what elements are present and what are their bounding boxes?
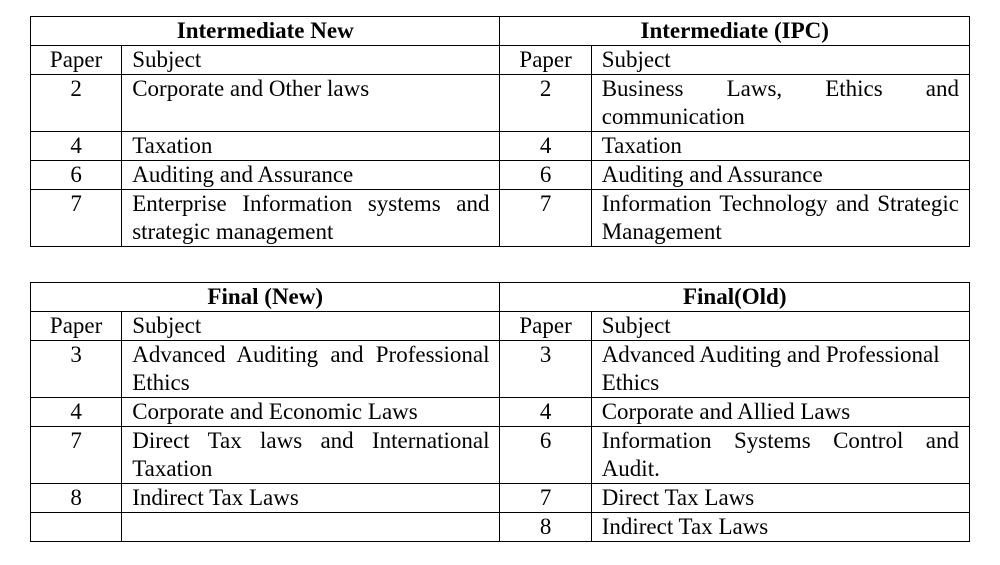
paper-number: 8 bbox=[31, 484, 122, 513]
paper-column-header: Paper bbox=[500, 46, 591, 75]
paper-number: 3 bbox=[500, 341, 591, 398]
subject-name: Corporate and Other laws bbox=[122, 75, 500, 132]
left-table-title: Intermediate New bbox=[31, 17, 500, 46]
subject-name: Taxation bbox=[122, 132, 500, 161]
paper-number: 8 bbox=[500, 513, 591, 542]
subject-column-header: Subject bbox=[591, 312, 969, 341]
subject-name: Auditing and Assurance bbox=[122, 161, 500, 190]
paper-number: 4 bbox=[500, 398, 591, 427]
table-row bbox=[31, 132, 970, 161]
subject-name: Corporate and Allied Laws bbox=[591, 398, 969, 427]
paper-number: 7 bbox=[500, 190, 591, 247]
subject-name: Direct Tax Laws bbox=[591, 484, 969, 513]
paper-number: 7 bbox=[500, 484, 591, 513]
paper-number: 7 bbox=[31, 190, 122, 247]
subject-name: Corporate and Economic Laws bbox=[122, 398, 500, 427]
paper-number: 6 bbox=[31, 161, 122, 190]
paper-column-header: Paper bbox=[31, 312, 122, 341]
subject-name: Auditing and Assurance bbox=[591, 161, 969, 190]
right-table-title: Intermediate (IPC) bbox=[500, 17, 970, 46]
paper-number: 3 bbox=[31, 341, 122, 398]
paper-number: 7 bbox=[31, 427, 122, 484]
subject-name: Indirect Tax Laws bbox=[591, 513, 969, 542]
subject-name: Taxation bbox=[591, 132, 969, 161]
paper-number: 2 bbox=[500, 75, 591, 132]
subject-name: Information Technology and Strategic Management bbox=[591, 190, 969, 247]
paper-number: 6 bbox=[500, 427, 591, 484]
table-row bbox=[31, 341, 970, 398]
subject-name: Advanced Auditing and Professional Ethics bbox=[122, 341, 500, 398]
subject-name bbox=[122, 513, 500, 542]
subject-name: Indirect Tax Laws bbox=[122, 484, 500, 513]
paper-number: 4 bbox=[500, 132, 591, 161]
paper-number: 4 bbox=[31, 398, 122, 427]
table-row bbox=[31, 427, 970, 484]
paper-number: 4 bbox=[31, 132, 122, 161]
table-row bbox=[31, 75, 970, 132]
table-row bbox=[31, 161, 970, 190]
paper-column-header: Paper bbox=[500, 312, 591, 341]
table-row bbox=[31, 398, 970, 427]
table-header-row bbox=[31, 46, 970, 75]
paper-number: 6 bbox=[500, 161, 591, 190]
paper-number: 2 bbox=[31, 75, 122, 132]
subject-name: Business Laws, Ethics and communication bbox=[591, 75, 969, 132]
subject-column-header: Subject bbox=[122, 46, 500, 75]
subject-name: Advanced Auditing and Professional Ethics bbox=[591, 341, 969, 398]
right-table-title: Final(Old) bbox=[500, 283, 970, 312]
table-row bbox=[31, 484, 970, 513]
subject-name: Direct Tax laws and International Taxation bbox=[122, 427, 500, 484]
table-title-row bbox=[31, 283, 970, 312]
final-comparison-table bbox=[30, 282, 970, 542]
paper-column-header: Paper bbox=[31, 46, 122, 75]
subject-name: Enterprise Information systems and strategic management bbox=[122, 190, 500, 247]
left-table-title: Final (New) bbox=[31, 283, 500, 312]
subject-column-header: Subject bbox=[122, 312, 500, 341]
intermediate-comparison-table bbox=[30, 16, 970, 247]
table-row bbox=[31, 513, 970, 542]
table-header-row bbox=[31, 312, 970, 341]
table-title-row bbox=[31, 17, 970, 46]
subject-name: Information Systems Control and Audit. bbox=[591, 427, 969, 484]
table-row bbox=[31, 190, 970, 247]
paper-number bbox=[31, 513, 122, 542]
subject-column-header: Subject bbox=[591, 46, 969, 75]
